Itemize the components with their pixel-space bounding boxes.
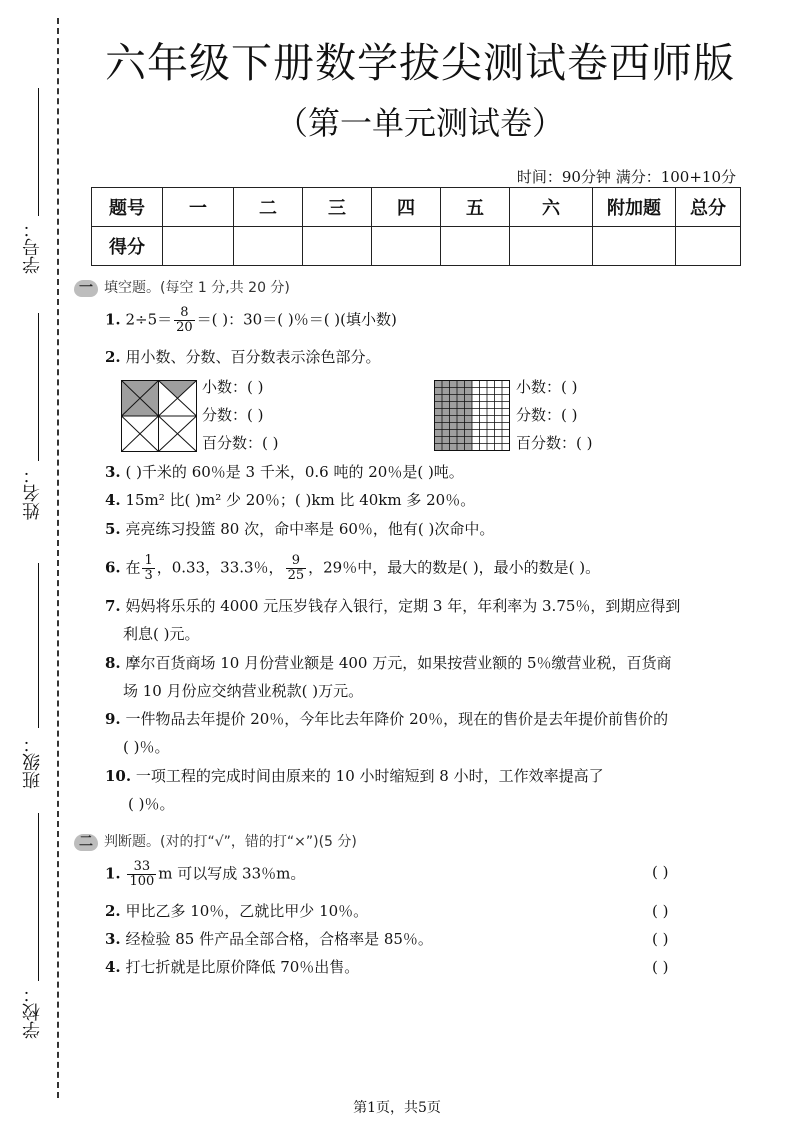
question-number: 3. xyxy=(105,463,121,481)
question-number: 10. xyxy=(105,767,132,785)
fraction xyxy=(142,554,154,583)
question-1-3 xyxy=(105,462,464,482)
score-cell[interactable] xyxy=(441,227,510,266)
question-number: 4. xyxy=(105,958,121,976)
question-1-2 xyxy=(105,347,380,367)
school-line[interactable] xyxy=(38,813,39,981)
section2-heading xyxy=(74,831,357,851)
question-1-9-line2: ( )％。 xyxy=(123,738,170,756)
question-text: m 可以写成 33％m。 xyxy=(158,864,306,883)
question-1-4 xyxy=(105,490,475,510)
score-row-label: 得分 xyxy=(92,227,163,266)
score-cell[interactable] xyxy=(676,227,741,266)
section1-heading xyxy=(74,277,290,297)
score-header-cell: 附加题 xyxy=(593,188,676,227)
question-number: 1. xyxy=(105,864,121,883)
fig1-fraction-blank[interactable]: 分数：( ) xyxy=(202,406,264,424)
figure-hundred-grid xyxy=(434,380,510,451)
fraction xyxy=(174,306,195,335)
numerator: 1 xyxy=(144,553,153,568)
question-1-9 xyxy=(105,709,668,729)
student-id-line[interactable] xyxy=(38,88,39,216)
question-number: 8. xyxy=(105,654,121,672)
fig2-fraction-blank[interactable]: 分数：( ) xyxy=(516,406,578,424)
question-text: 2÷5＝ xyxy=(125,310,173,329)
score-header-cell: 六 xyxy=(510,188,593,227)
question-number: 2. xyxy=(105,902,121,920)
question-number: 7. xyxy=(105,597,121,615)
fraction xyxy=(286,554,307,583)
question-number: 5. xyxy=(105,520,121,538)
question-text: 甲比乙多 10％，乙就比甲少 10％。 xyxy=(125,902,369,920)
question-1-7-line2: 利息( )元。 xyxy=(123,625,200,643)
question-number: 6. xyxy=(105,558,121,577)
question-text: ( )千米的 60％是 3 千米，0.6 吨的 20％是( )吨。 xyxy=(125,463,464,481)
question-number: 1. xyxy=(105,310,121,329)
score-header-cell: 总分 xyxy=(676,188,741,227)
fig1-decimal-blank[interactable]: 小数：( ) xyxy=(202,378,264,396)
question-1-10 xyxy=(105,766,604,786)
question-number: 9. xyxy=(105,710,121,728)
score-cell[interactable] xyxy=(593,227,676,266)
question-text: ，0.33，33.3％， xyxy=(156,558,284,577)
question-text: 15m² 比( )m² 少 20％；( )km 比 40km 多 20％。 xyxy=(125,491,476,509)
class-label: 班级： xyxy=(22,735,43,789)
score-cell[interactable] xyxy=(303,227,372,266)
question-text: 打七折就是比原价降低 70％出售。 xyxy=(125,958,360,976)
question-number: 4. xyxy=(105,491,121,509)
question-text: 一项工程的完成时间由原来的 10 小时缩短到 8 小时，工作效率提高了 xyxy=(135,767,604,785)
question-2-2 xyxy=(105,901,368,921)
score-header-row xyxy=(92,188,741,227)
question-2-4 xyxy=(105,957,359,977)
question-text: 一件物品去年提价 20％，今年比去年降价 20％，现在的售价是去年提价前售价的 xyxy=(125,710,669,728)
question-2-1 xyxy=(105,860,305,889)
score-cell[interactable] xyxy=(372,227,441,266)
page-subtitle: （第一单元测试卷） xyxy=(275,104,564,142)
numerator: 9 xyxy=(286,554,307,569)
numerator: 33 xyxy=(127,860,156,875)
question-text: ＝( )：30＝( )％＝( )(填小数) xyxy=(196,310,397,329)
score-header-cell: 题号 xyxy=(92,188,163,227)
question-1-1 xyxy=(105,306,397,335)
fig2-percent-blank[interactable]: 百分数：( ) xyxy=(516,434,593,452)
answer-blank[interactable]: ( ) xyxy=(652,930,669,948)
question-text: 用小数、分数、百分数表示涂色部分。 xyxy=(125,348,381,366)
page-title: 六年级下册数学拔尖测试卷西师版 xyxy=(105,39,735,87)
question-text: 亮亮练习投篮 80 次，命中率是 60％，他有( )次命中。 xyxy=(125,520,495,538)
denominator: 25 xyxy=(287,568,305,583)
question-number: 2. xyxy=(105,348,121,366)
question-1-8-line2: 场 10 月份应交纳营业税款( )万元。 xyxy=(123,682,364,700)
answer-blank[interactable]: ( ) xyxy=(652,863,669,881)
question-text: 妈妈将乐乐的 4000 元压岁钱存入银行，定期 3 年，年利率为 3.75％，到期应得到 xyxy=(125,597,681,615)
score-header-cell: 五 xyxy=(441,188,510,227)
question-1-8 xyxy=(105,653,672,673)
denominator: 100 xyxy=(129,874,155,889)
class-line[interactable] xyxy=(38,563,39,728)
score-header-cell: 三 xyxy=(303,188,372,227)
score-header-cell: 二 xyxy=(234,188,303,227)
name-line[interactable] xyxy=(38,313,39,461)
question-number: 3. xyxy=(105,930,121,948)
name-label: 姓名： xyxy=(22,466,43,520)
score-cell[interactable] xyxy=(510,227,593,266)
score-header-cell: 一 xyxy=(163,188,234,227)
question-1-6 xyxy=(105,554,600,583)
fig1-percent-blank[interactable]: 百分数：( ) xyxy=(202,434,279,452)
binding-dashed-line xyxy=(57,18,59,1098)
score-table xyxy=(91,187,741,266)
question-1-5 xyxy=(105,519,494,539)
page-footer: 第1页，共5页 xyxy=(353,1100,441,1116)
section1-title: 填空题。(每空 1 分,共 20 分) xyxy=(104,280,290,296)
shaded-triangle xyxy=(159,381,197,399)
section2-title: 判断题。(对的打“√”，错的打“×”)(5 分) xyxy=(104,834,357,850)
denominator: 3 xyxy=(144,568,153,583)
question-text: ，29％中，最大的数是( )，最小的数是( )。 xyxy=(308,558,601,577)
question-text: 在 xyxy=(125,558,141,577)
time-info: 时间：90分钟 满分：100+10分 xyxy=(516,168,736,186)
answer-blank[interactable]: ( ) xyxy=(652,958,669,976)
question-2-3 xyxy=(105,929,433,949)
denominator: 20 xyxy=(176,320,193,335)
fig2-decimal-blank[interactable]: 小数：( ) xyxy=(516,378,578,396)
score-header-cell: 四 xyxy=(372,188,441,227)
school-label: 学校： xyxy=(22,985,43,1039)
score-cell[interactable] xyxy=(163,227,234,266)
question-1-7 xyxy=(105,596,680,616)
score-row xyxy=(92,227,741,266)
section1-number-badge: 一 xyxy=(74,280,98,297)
student-id-label: 学号： xyxy=(22,220,43,274)
answer-blank[interactable]: ( ) xyxy=(652,902,669,920)
question-1-10-line2: ( )％。 xyxy=(128,795,175,813)
question-text: 经检验 85 件产品全部合格，合格率是 85％。 xyxy=(125,930,433,948)
section2-number-badge: 二 xyxy=(74,834,98,851)
score-cell[interactable] xyxy=(234,227,303,266)
fraction xyxy=(127,860,156,889)
figure-diagonal-grid xyxy=(121,380,197,452)
numerator: 8 xyxy=(174,306,195,321)
question-text: 摩尔百货商场 10 月份营业额是 400 万元，如果按营业额的 5％缴营业税，百货商 xyxy=(125,654,672,672)
